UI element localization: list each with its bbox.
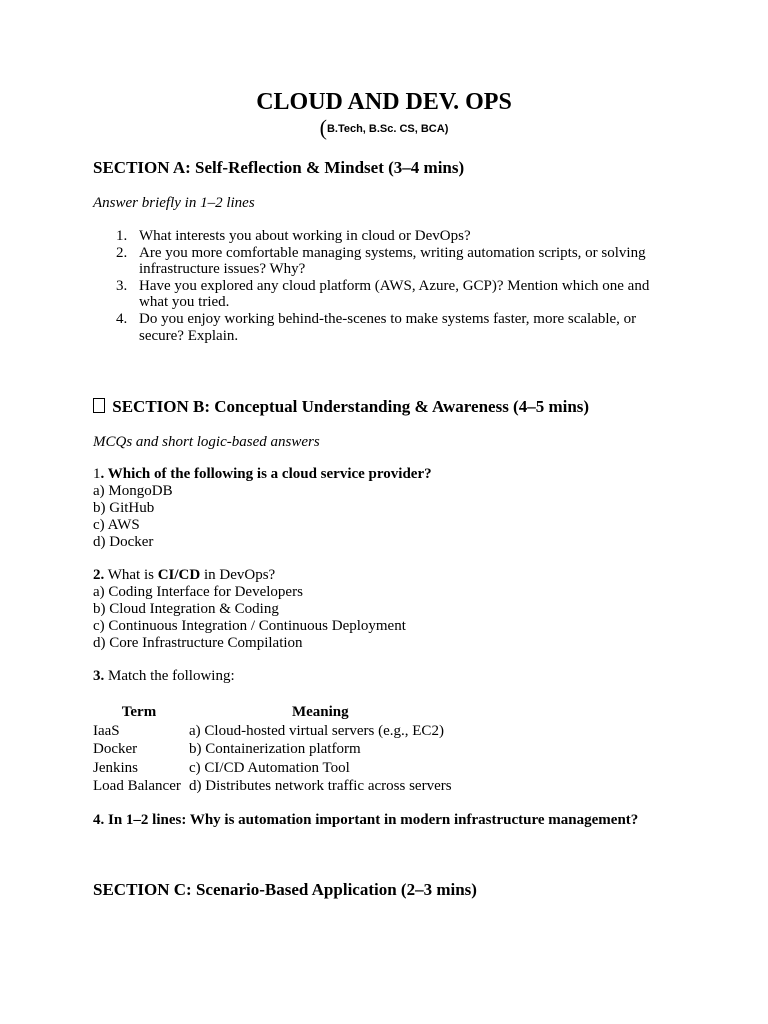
q1-option: b) GitHub [93,500,155,516]
question-2: 2. What is CI/CD in DevOps? [93,567,276,583]
q2-option: c) Continuous Integration / Continuous Deployment [93,618,406,634]
checkbox-icon [93,398,105,413]
q1-option: a) MongoDB [93,483,173,499]
document-title: CLOUD AND DEV. OPS [256,89,512,115]
table-cell: Jenkins [93,759,138,776]
q2-option: a) Coding Interface for Developers [93,584,303,600]
table-cell: c) CI/CD Automation Tool [189,759,350,776]
subtitle-programs: B.Tech, B.Sc. CS, BCA) [326,123,449,135]
list-item: 4. Do you enjoy working behind-the-scenes to make systems faster, more scalable, or secure? Explain. [116,310,637,344]
table-cell: d) Distributes network traffic across servers [189,778,452,794]
table-row [91,777,454,796]
table-row [91,740,454,759]
table-header-row [91,703,454,722]
q1-option: d) Docker [93,534,154,550]
list-item: 1. What interests you about working in cloud or DevOps? [116,228,471,244]
document-subtitle [0,115,768,140]
q1-option: c) AWS [93,517,140,533]
column-header: Term [121,704,157,720]
table-row [91,759,454,778]
question-3: 3. Match the following: [93,668,235,684]
section-a-question-list [108,228,688,344]
section-b-heading-row [93,396,589,418]
q2-option: b) Cloud Integration & Coding [93,601,279,617]
list-item: 3. Have you explored any cloud platform (AWS, Azure, GCP)? Mention which one and what you tried. [116,277,650,311]
table-cell: Docker [93,741,138,757]
question-1: 1. Which of the following is a cloud service provider? [93,466,432,482]
section-a-heading: SECTION A: Self-Reflection & Mindset (3–4 mins) [93,158,465,177]
table-cell: IaaS [93,722,120,739]
table-cell: Load Balancer [93,778,181,794]
section-b-note: MCQs and short logic-based answers [93,434,320,450]
question-4: 4. In 1–2 lines: Why is automation important in modern infrastructure management? [93,812,639,828]
section-a-note: Answer briefly in 1–2 lines [93,195,255,211]
table-cell: b) Containerization platform [189,741,361,757]
section-b-heading: SECTION B: Conceptual Understanding & Awareness (4–5 mins) [112,397,590,416]
table-row [91,722,454,741]
match-table [91,703,454,796]
table-cell: a) Cloud-hosted virtual servers (e.g., EC2) [189,722,444,739]
q2-option: d) Core Infrastructure Compilation [93,635,303,651]
column-header: Meaning [291,704,349,720]
section-c-heading: SECTION C: Scenario-Based Application (2–3 mins) [93,880,477,899]
list-item: 2. Are you more comfortable managing systems, writing automation scripts, or solving infrastructure issues? Why? [116,244,646,278]
subtitle-open-paren: ( [319,115,327,140]
